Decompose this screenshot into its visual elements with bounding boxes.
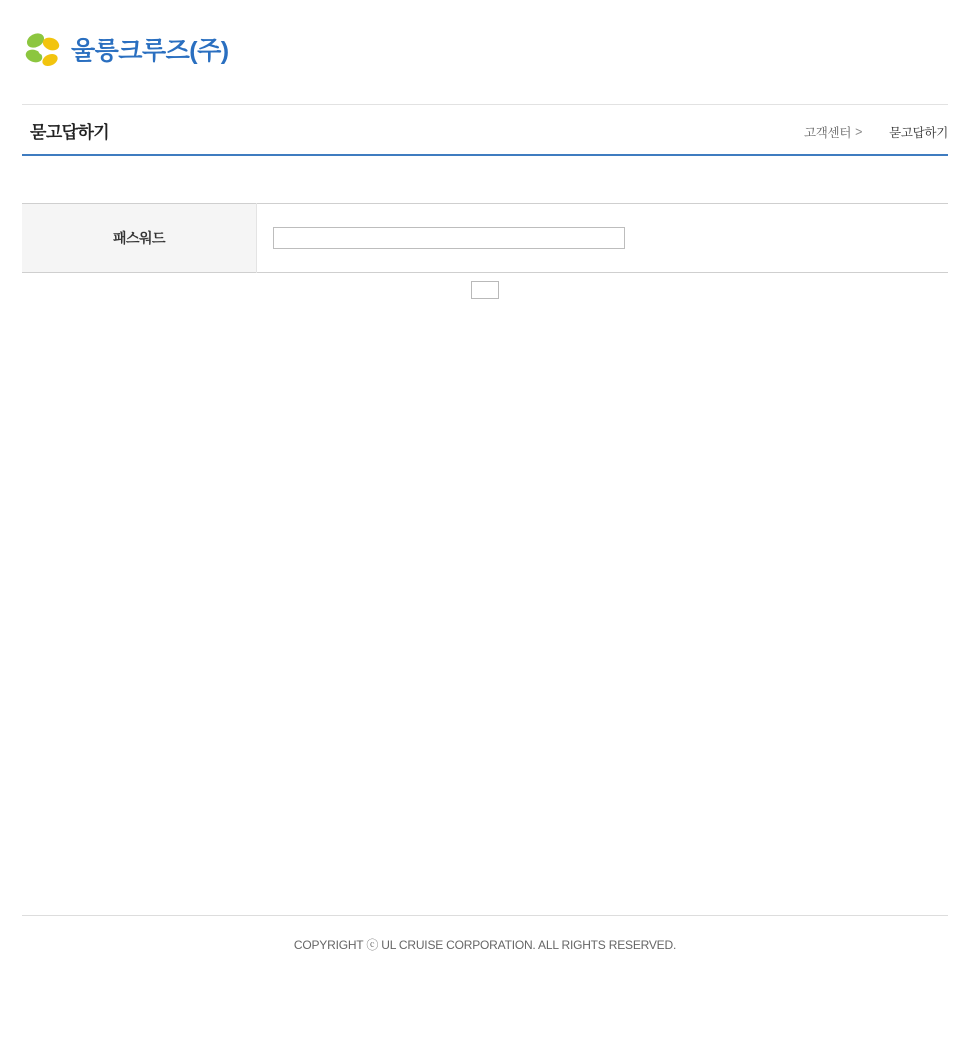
- pinwheel-flower-icon: [22, 30, 62, 72]
- site-footer: [22, 915, 948, 953]
- password-field-cell: [257, 204, 949, 273]
- password-input[interactable]: [273, 227, 625, 249]
- site-logo-link[interactable]: [22, 30, 229, 72]
- page-titlebar: [22, 104, 948, 156]
- breadcrumb-current: 묻고답하기: [889, 126, 948, 140]
- copyright-text: COPYRIGHT ⓒ UL CRUISE CORPORATION. ALL RIGHTS RESERVED.: [293, 938, 677, 952]
- logo-text-suffix: (주): [189, 36, 229, 65]
- logo-text-main: 울릉크루즈: [71, 36, 190, 65]
- breadcrumb-separator: >: [855, 125, 863, 139]
- page-title: 묻고답하기: [30, 123, 110, 142]
- form-actions: [22, 273, 948, 303]
- password-label: 패스워드: [22, 204, 257, 273]
- breadcrumb: [804, 123, 948, 141]
- logo-text: [71, 36, 229, 65]
- password-form-table: [22, 203, 948, 273]
- site-header: [0, 0, 970, 104]
- content-spacer: [22, 156, 948, 203]
- breadcrumb-parent[interactable]: 고객센터: [804, 126, 852, 140]
- confirm-button[interactable]: [471, 281, 499, 299]
- main-content: [22, 156, 948, 303]
- table-row: [22, 204, 948, 273]
